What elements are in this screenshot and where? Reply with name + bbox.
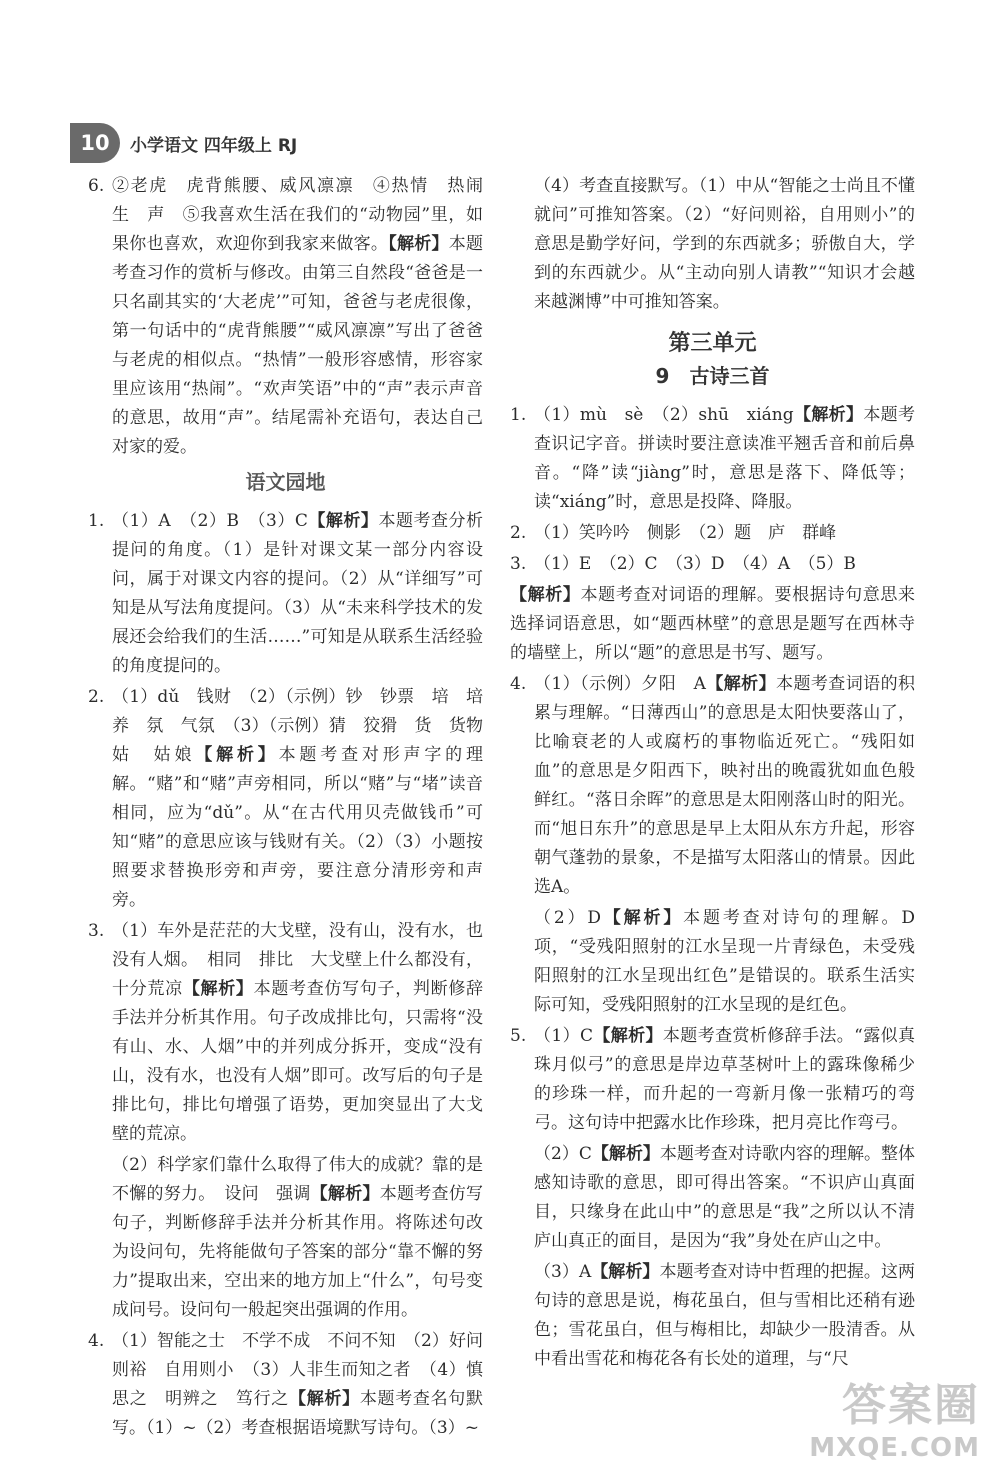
watermark-url: MXQE.COM [809, 1433, 980, 1463]
answer-item: 3. （1）车外是茫茫的大戈壁，没有山，没有水，也没有人烟。 相同 排比 大戈壁上什么都没有，十分荒凉【解析】本题考查仿写句子，判断修辞手法并分析其作用。句子改成排比句，只需将“没有山、水、人烟”中的并列成分拆开，变成“没有山，没有水，也没有人烟”即可。改写后的句子是排比句，排比句增强了语势，更加突显出了大戈壁的荒凉。 [88, 921, 484, 1144]
unit-title: 第三单元 [668, 331, 757, 356]
answer-subitem: （2）D【解析】本题考查对诗句的理解。D项，“受残阳照射的江水呈现一片青绿色，未受残阳照射的江水呈现出红色”是错误的。联系生活实际可知，受残阳照射的江水呈现的是红色。 [534, 908, 915, 1015]
answer-item: 2. （1）dǔ 钱财 （2）（示例）钞 钞票 培 培养 氛 气氛 （3）（示例）猜 狡猾 货 货物 姑 姑娘【解析】本题考查对形声字的理解。“赌”和“赌”声旁相同，所以“赌”与“堵”读音相同，应为“dǔ”。从“在古代用贝壳做钱币”可知“赌”的意思应该与钱财有关。（2）（3）小题按照要求替换形旁和声旁，要注意分清形旁和声旁。 [88, 687, 500, 910]
answer-item: 3. （1）E （2）C （3）D （4）A （5）B [510, 554, 856, 574]
answer-item: 6. ②老虎 虎背熊腰、威风凛凛 ④热情 热闹 生 声 ⑤我喜欢生活在我们的“动物园”里，如果你也喜欢，欢迎你到我家来做客。【解析】本题考查习作的赏析与修改。由第三自然段“爸爸是一只名副其实的‘大老虎’”可知，爸爸与老虎很像，第一句话中的“虎背熊腰”“威风凛凛”写出了爸爸与老虎的相似点。“热情”一般形容感情，形容家里应该用“热闹”。“欢声笑语”中的“声”表示声音的意思，故用“声”。结尾需补充语句，表达自己对家的爱。 [88, 176, 500, 457]
answer-item: 4. （1）（示例）夕阳 A【解析】本题考查词语的积累与理解。“日薄西山”的意思是太阳快要落山了，比喻衰老的人或腐朽的事物临近死亡。“残阳如血”的意思是夕阳西下，映衬出的晚霞犹如血色般鲜红。“落日余晖”的意思是太阳刚落山时的阳光。而“旭日东升”的意思是早上太阳从东方升起，形容朝气蓬勃的景象，不是描写太阳落山的情景。因此选A。 [510, 674, 916, 897]
site-watermark [809, 1369, 980, 1463]
left-column [88, 172, 500, 1445]
answer-subitem: （2）科学家们靠什么取得了伟大的成就？靠的是不懈的努力。 设问 强调【解析】本题考查仿写句子，判断修辞手法并分析其作用。将陈述句改为设问句，先将能做句子答案的部分“靠不懈的努力”提取出来，空出来的地方加上“什么”，句号变成问号。设问句一般起突出强调的作用。 [112, 1155, 484, 1320]
lesson-title: 9 古诗三首 [655, 364, 770, 388]
right-column [510, 172, 915, 1376]
answer-item: 5. （1）C【解析】本题考查赏析修辞手法。“露似真珠月似弓”的意思是岸边草茎树叶上的露珠像稀少的珍珠一样，而升起的一弯新月像一张精巧的弯弓。这句诗中把露水比作珍珠，把月亮比作弯弓。 [510, 1026, 916, 1133]
answer-item: 2. （1）笑吟吟 侧影 （2）题 庐 群峰 [510, 523, 837, 543]
continued-text: （4）考查直接默写。（1）中从“智能之士尚且不懂就问”可推知答案。（2）“好问则裕，自用则小”的意思是勤学好问，学到的东西就多；骄傲自大，学到的东西就少。从“主动向别人请教”“知识才会越来越渊博”中可推知答案。 [534, 176, 915, 312]
answer-item: 1. （1）A （2）B （3）C【解析】本题考查分析提问的角度。（1）是针对课文某一部分内容设问，属于对课文内容的提问。（2）从“详细写”可知是从写法角度提问。（3）从“未来科学技术的发展还会给我们的生活……”可知是从联系生活经验的角度提问的。 [88, 511, 483, 676]
answer-subitem: （2）C【解析】本题考查对诗歌内容的理解。整体感知诗歌的意思，即可得出答案。“不识庐山真面目，只缘身在此山中”的意思是“我”之所以认不清庐山真正的面目，是因为“我”身处在庐山之中。 [534, 1144, 916, 1251]
answer-item: 4. （1）智能之士 不学不成 不问不知 （2）好问则裕 自用则小 （3）人非生而知之者 （4）慎思之 明辨之 笃行之【解析】本题考查名句默写。（1）~（2）考查根据语境默写诗句。（3）~ [88, 1331, 484, 1438]
page-header [70, 123, 297, 163]
section-title: 语文园地 [245, 470, 326, 494]
book-title: 小学语文 四年级上 RJ [130, 135, 298, 156]
watermark-logo-text: 答案圈 [842, 1380, 980, 1431]
answer-item: 1. （1）mù sè （2）shū xiáng【解析】本题考查识记字音。拼读时要注意读准平翘舌音和前后鼻音。“降”读“jiàng”时，意思是落下、降低等；读“xiáng”时，意思是投降、降服。 [510, 405, 916, 512]
page-number-badge: 10 [70, 123, 120, 163]
answer-subitem: （3）A【解析】本题考查对诗中哲理的把握。这两句诗的意思是说，梅花虽白，但与雪相比还稍有逊色；雪花虽白，但与梅相比，却缺少一股清香。从中看出雪花和梅花各有长处的道理，与“尺 [534, 1262, 916, 1369]
answer-note: 【解析】本题考查对词语的理解。要根据诗句意思来选择词语意思，如“题西林壁”的意思是题写在西林寺的墙壁上，所以“题”的意思是书写、题写。 [510, 585, 916, 663]
